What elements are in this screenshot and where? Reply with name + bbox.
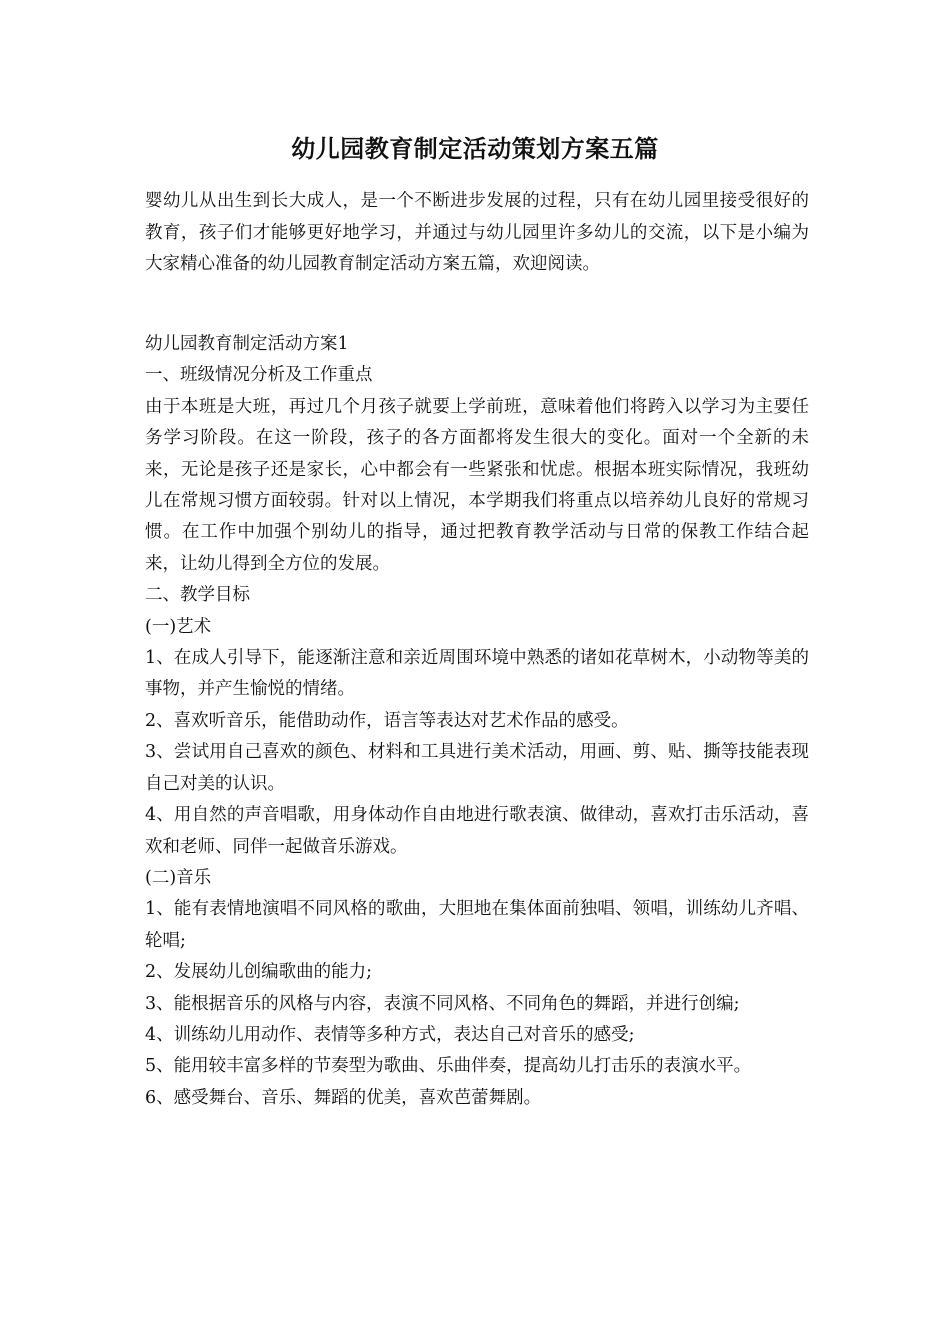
document-title: 幼儿园教育制定活动策划方案五篇 bbox=[291, 134, 659, 163]
list-item-music-2: 2、发展幼儿创编歌曲的能力; bbox=[145, 962, 373, 983]
paragraph-class-analysis: 由于本班是大班，再过几个月孩子就要上学前班，意味着他们将跨入以学习为主要任务学习阶段。在这一阶段，孩子的各方面都将发生很大的变化。面对一个全新的未来，无论是孩子还是家长，心中都会有一些紧张和忧虑。根据本班实际情况，我班幼儿在常规习惯方面较弱。针对以上情况，本学期我们将重点以培养幼儿良好的常规习惯。在工作中加强个别幼儿的指导，通过把教育教学活动与日常的保教工作结合起来，让幼儿得到全方位的发展。 bbox=[145, 396, 809, 574]
subheading-music: (二)音乐 bbox=[145, 867, 212, 888]
list-item-art-3: 3、尝试用自己喜欢的颜色、材料和工具进行美术活动，用画、剪、贴、撕等技能表现自己对美的认识。 bbox=[145, 742, 809, 794]
section-heading-teaching-goals: 二、教学目标 bbox=[145, 585, 250, 606]
list-item-music-5: 5、能用较丰富多样的节奏型为歌曲、乐曲伴奏，提高幼儿打击乐的表演水平。 bbox=[145, 1056, 752, 1077]
list-item-art-4: 4、用自然的声音唱歌，用身体动作自由地进行歌表演、做律动，喜欢打击乐活动，喜欢和老师、同伴一起做音乐游戏。 bbox=[145, 805, 809, 857]
list-item-music-1: 1、能有表情地演唱不同风格的歌曲，大胆地在集体面前独唱、领唱，训练幼儿齐唱、轮唱; bbox=[145, 899, 809, 951]
list-item-music-3: 3、能根据音乐的风格与内容，表演不同风格、不同角色的舞蹈，并进行创编; bbox=[145, 993, 740, 1014]
subheading-art: (一)艺术 bbox=[145, 616, 212, 637]
document-body bbox=[145, 329, 809, 1114]
intro-paragraph: 婴幼儿从出生到长大成人，是一个不断进步发展的过程，只有在幼儿园里接受很好的教育，孩子们才能够更好地学习，并通过与幼儿园里许多幼儿的交流，以下是小编为大家精心准备的幼儿园教育制定活动方案五篇，欢迎阅读。 bbox=[145, 191, 809, 274]
list-item-music-6: 6、感受舞台、音乐、舞蹈的优美，喜欢芭蕾舞剧。 bbox=[145, 1087, 542, 1108]
section-heading-class-analysis: 一、班级情况分析及工作重点 bbox=[145, 365, 373, 386]
list-item-art-1: 1、在成人引导下，能逐渐注意和亲近周围环境中熟悉的诸如花草树木，小动物等美的事物，并产生愉悦的情绪。 bbox=[145, 648, 809, 700]
list-item-music-4: 4、训练幼儿用动作、表情等多种方式，表达自己对音乐的感受; bbox=[145, 1024, 635, 1045]
section-heading-plan-1: 幼儿园教育制定活动方案1 bbox=[145, 334, 349, 354]
list-item-art-2: 2、喜欢听音乐，能借助动作，语言等表达对艺术作品的感受。 bbox=[145, 710, 629, 731]
